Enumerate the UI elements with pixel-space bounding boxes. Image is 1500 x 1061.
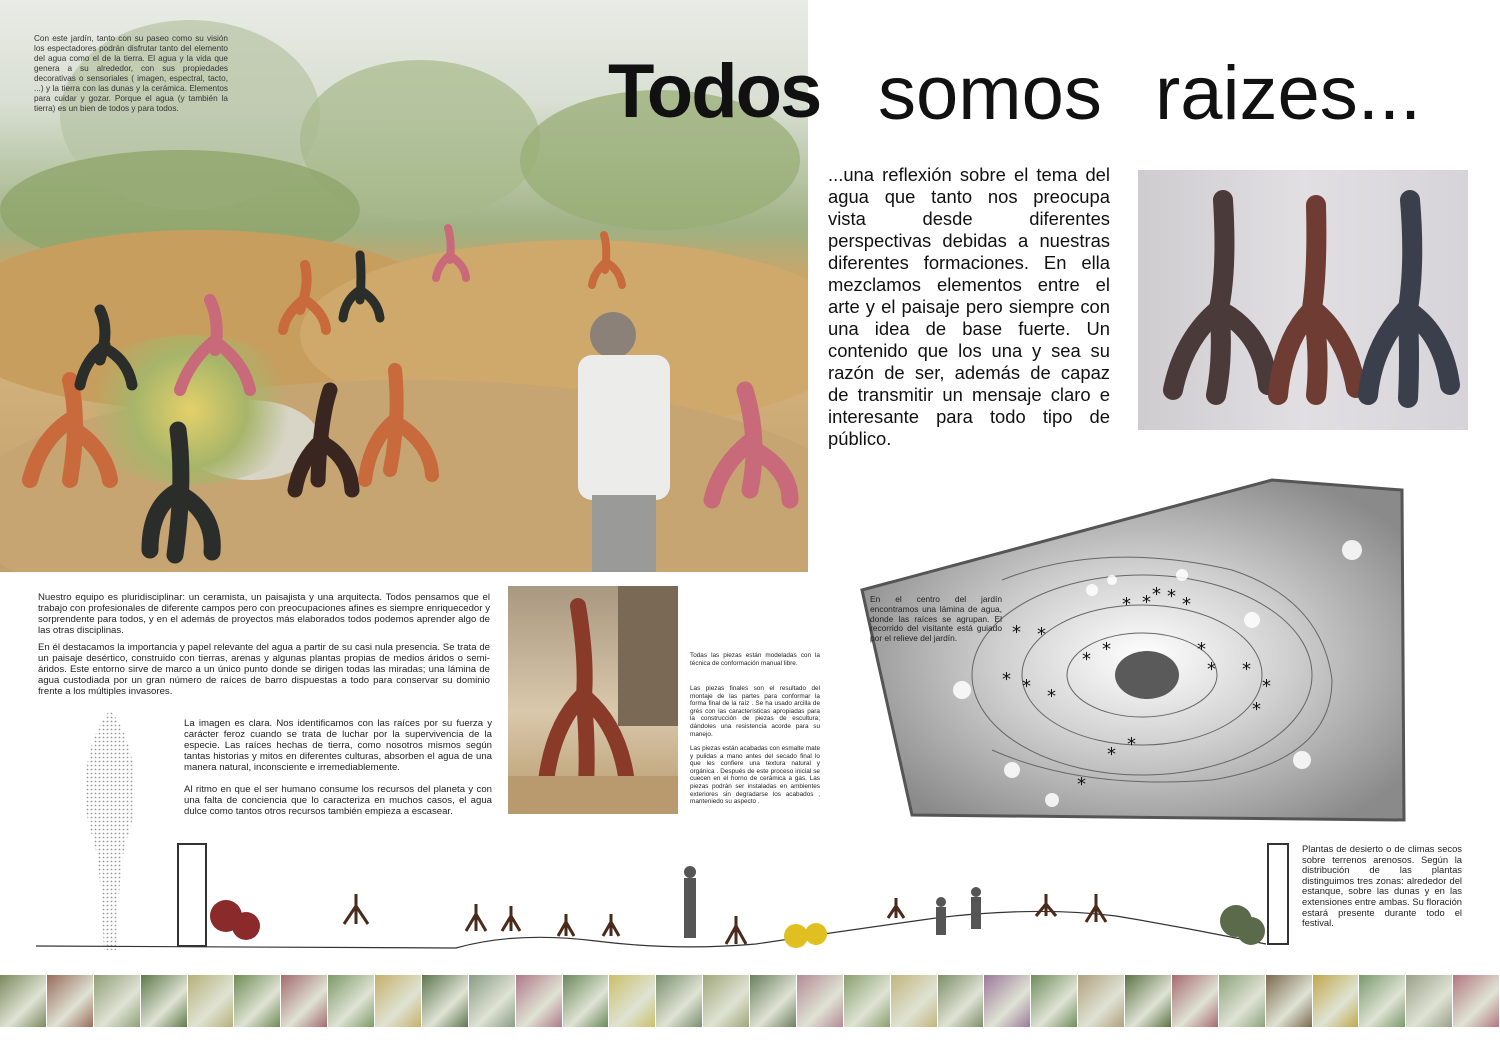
- plant-photo-thumbnail: [891, 975, 938, 1027]
- root-sculpture: [150, 430, 212, 555]
- plant-photo-thumbnail: [188, 975, 235, 1027]
- plant-photo-thumbnail: [47, 975, 94, 1027]
- svg-text:*: *: [1252, 699, 1261, 720]
- plan-caption: En el centro del jardín encontramos una lámina de agua, donde las raíces se agrupan. El recorrido del visitante está guiado por el relieve del jardín.: [870, 594, 1002, 644]
- plant-photo-thumbnail: [234, 975, 281, 1027]
- svg-text:*: *: [1077, 774, 1086, 795]
- root-sculpture: [343, 255, 380, 318]
- svg-text:*: *: [1122, 594, 1131, 615]
- svg-text:*: *: [1167, 586, 1176, 607]
- svg-text:*: *: [1082, 649, 1091, 670]
- root-sculpture: [712, 390, 790, 500]
- concept-paragraph: En él destacamos la importancia y papel relevante del agua a partir de su casi nula presencia. Se trata de un paisaje desértico, construido con tierras, arenas y algunas plantas propias de medios áridos o semi-áridos. Este entorno sirve de marco a un único punto donde se dirigen todas las miradas; una lámina de agua custodiada por un gran número de raíces de barro dispuestas a todo para conservar su dominio frente a los múltiples invasores.: [38, 642, 490, 697]
- svg-text:*: *: [1207, 659, 1216, 680]
- garden-plan: [852, 470, 1412, 830]
- plant-photo-strip: [0, 975, 1500, 1027]
- plant-photo-thumbnail: [1266, 975, 1313, 1027]
- svg-text:*: *: [1047, 686, 1056, 707]
- plant-photo-thumbnail: [609, 975, 656, 1027]
- plant-photo-thumbnail: [1125, 975, 1172, 1027]
- workshop-photo: [508, 586, 678, 814]
- sculpture-root-red: [1278, 205, 1356, 395]
- workshop-root: [508, 586, 678, 814]
- technique-paragraph-1: Todas las piezas están modeladas con la técnica de conformación manual libre.: [690, 652, 820, 667]
- title-word-todos: Todos: [608, 49, 821, 134]
- plant-photo-thumbnail: [1453, 975, 1500, 1027]
- garden-section: [36, 836, 1466, 954]
- plant-photo-thumbnail: [938, 975, 985, 1027]
- sculpture-roots: [1138, 170, 1468, 430]
- sculpture-root-blue: [1368, 200, 1450, 398]
- root-sculpture: [295, 390, 352, 490]
- plant-photo-thumbnail: [844, 975, 891, 1027]
- plant-photo-thumbnail: [94, 975, 141, 1027]
- svg-text:*: *: [1127, 734, 1136, 755]
- root-sculpture: [436, 228, 466, 278]
- plant-photo-thumbnail: [984, 975, 1031, 1027]
- svg-text:*: *: [1002, 669, 1011, 690]
- plant-photo-thumbnail: [516, 975, 563, 1027]
- plant-photo-thumbnail: [703, 975, 750, 1027]
- plant-photo-thumbnail: [1172, 975, 1219, 1027]
- plant-photo-thumbnail: [141, 975, 188, 1027]
- team-paragraph: Nuestro equipo es pluridisciplinar: un ceramista, un paisajista y una arquitecta. Todos pensamos que el trabajo con profesionales de diferente campos pero con preocupaciones afines es siempre enriquecedor y sorprendente para todos, y en el además de proyectos más elaborados todos podemos aprender algo de las otras disciplinas.: [38, 592, 490, 636]
- svg-text:*: *: [1012, 622, 1021, 643]
- technique-paragraph-3: Las piezas están acabadas con esmalte mate y pulidas a mano antes del secado final lo que les confiere una textura natural y orgánica . Después de este proceso inicial se cuecen en el horno de cerámica a gas. Las piezas podrán ser instaladas en ambientes exteriores sin degradarse los acabados , manteniedo su aspecto .: [690, 745, 820, 806]
- sculpture-root-dark: [1173, 200, 1268, 395]
- technique-paragraph-2: Las piezas finales son el resultado del montaje de las partes para conformar la forma final de la raíz . Se ha usado arcilla de grés con las características apropiadas para la construcción de piezas de escultura; dándoles una resistencia acorde para su manejo.: [690, 685, 820, 738]
- water-pond: [1115, 651, 1179, 699]
- plant-photo-thumbnail: [1078, 975, 1125, 1027]
- svg-text:*: *: [1142, 592, 1151, 613]
- plant-photo-thumbnail: [0, 975, 47, 1027]
- plant-photo-thumbnail: [1219, 975, 1266, 1027]
- plant-photo-thumbnail: [1359, 975, 1406, 1027]
- plant-photo-thumbnail: [1313, 975, 1360, 1027]
- svg-text:*: *: [1107, 744, 1116, 765]
- human-silhouettes: [684, 866, 981, 938]
- hero-caption: Con este jardín, tanto con su paseo como su visión los espectadores podrán disfrutar tanto del elemento del agua como el de la tierra. El agua y la vida que genera a su alrededor, con sus propiedades decorativas o sensoriales ( imagen, espectral, tacto, ...) y la tierra con las dunas y la cerámica. Elementos para cuidar y gozar. Porque el agua (y también la tierra) es un bien de todos y para todos.: [34, 34, 228, 113]
- plant-photo-thumbnail: [422, 975, 469, 1027]
- plant-photo-thumbnail: [1031, 975, 1078, 1027]
- intro-text: ...una reflexión sobre el tema del agua que tanto nos preocupa vista desde diferentes perspectivas debidas a nuestras diferentes formaciones. En ella mezclamos elementos entre el arte y el paisaje pero siempre con una idea de base fuerte. Un contenido que los una y sea su razón de ser, además de capaz de transmitir un mensaje claro e interesante para todo tipo de público.: [828, 164, 1110, 449]
- plant-photo-thumbnail: [281, 975, 328, 1027]
- svg-text:*: *: [1102, 639, 1111, 660]
- sculpture-photo: [1138, 170, 1468, 430]
- svg-text:*: *: [1152, 584, 1161, 605]
- plant-photo-thumbnail: [1406, 975, 1453, 1027]
- plant-photo-thumbnail: [656, 975, 703, 1027]
- svg-text:*: *: [1022, 676, 1031, 697]
- svg-text:*: *: [1182, 594, 1191, 615]
- resources-paragraph: Al ritmo en que el ser humano consume los recursos del planeta y con una falta de conciencia que lo caracteriza en muchos casos, el agua dulce como tantos otros recursos también empieza a escasear.: [184, 784, 492, 817]
- plant-photo-thumbnail: [375, 975, 422, 1027]
- plant-photo-thumbnail: [750, 975, 797, 1027]
- root-sculpture: [592, 235, 622, 285]
- title-word-raizes: raizes...: [1155, 51, 1422, 136]
- title-word-somos: somos: [878, 51, 1102, 136]
- root-sculpture: [365, 370, 432, 480]
- svg-text:*: *: [1037, 624, 1046, 645]
- plant-photo-thumbnail: [328, 975, 375, 1027]
- svg-text:*: *: [1197, 639, 1206, 660]
- image-paragraph: La imagen es clara. Nos identificamos con las raíces por su fuerza y carácter feroz cuando se trata de luchar por la supervivencia de la especie. Las raíces hechas de tierra, como nosotros mismos según tantas historias y mitos en diferentes culturas, absorben el agua de una manera natural, inconsciente e irremediablemente.: [184, 718, 492, 773]
- plants-caption: Plantas de desierto o de climas secos sobre terrenos arenosos. Según la distribución de las plantas distinguimos tres zonas: alrededor del estanque, sobre las dunas y en las extensiones entre ambas. Su floración estará presente durante todo el festival.: [1302, 843, 1462, 929]
- root-sculpture: [80, 310, 132, 385]
- svg-text:*: *: [1262, 676, 1271, 697]
- svg-text:*: *: [1242, 659, 1251, 680]
- root-sculpture: [30, 380, 110, 480]
- root-sculpture: [283, 265, 326, 330]
- plant-photo-thumbnail: [563, 975, 610, 1027]
- root-sculpture: [180, 300, 250, 390]
- plant-photo-thumbnail: [797, 975, 844, 1027]
- plant-photo-thumbnail: [469, 975, 516, 1027]
